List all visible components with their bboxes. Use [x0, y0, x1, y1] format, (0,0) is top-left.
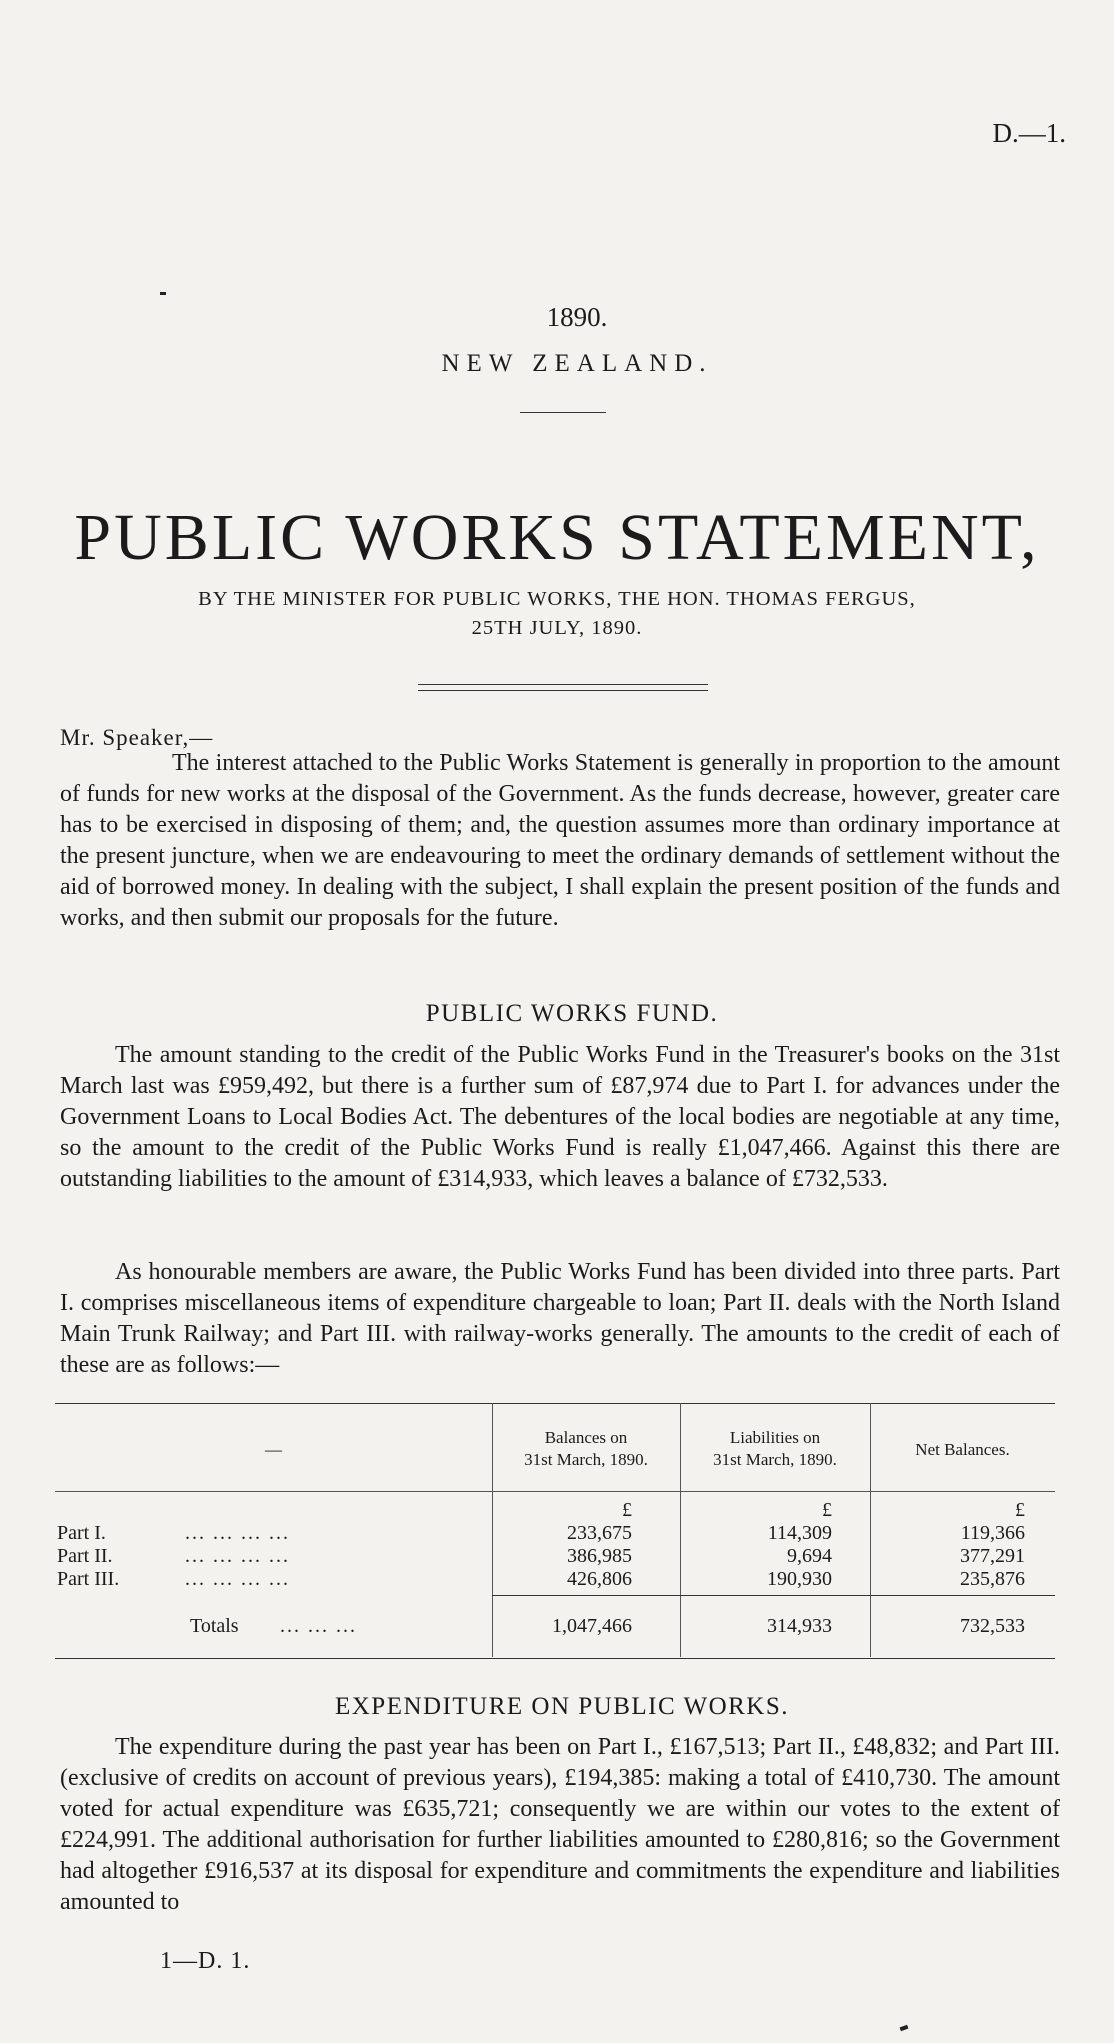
page-footer-reference: 1—D. 1. — [160, 1948, 251, 1974]
column-header-blank: — — [265, 1440, 282, 1459]
liability-value: 9,694 — [787, 1545, 832, 1567]
net-value: 119,366 — [960, 1522, 1025, 1544]
total-liability: 314,933 — [767, 1615, 832, 1637]
leader-dots: ... ... ... — [280, 1615, 357, 1637]
row-label: Part II. — [57, 1545, 113, 1567]
print-speck — [160, 292, 166, 295]
section-heading-fund: PUBLIC WORKS FUND. — [425, 1000, 719, 1027]
double-rule-top — [418, 684, 708, 685]
balance-value: 386,985 — [567, 1545, 632, 1567]
sum-rule — [492, 1595, 680, 1596]
document-title: PUBLIC WORKS STATEMENT, — [74, 501, 1040, 574]
currency-symbol: £ — [1015, 1499, 1025, 1521]
liability-value: 114,309 — [767, 1522, 832, 1544]
intro-paragraph: The interest attached to the Public Works Statement is generally in proportion to the amount of funds for new works at the disposal of the Government. As the funds decrease, however, greater care has to be exercised in disposing of them; and, the question assumes more than ordinary importance at the present juncture, when we are endeavouring to meet the ordinary demands of settlement without the aid of borrowed money. In dealing with the subject, I shall explain the present position of the funds and works, and then submit our proposals for the future. — [60, 750, 1060, 931]
row-label: Part III. — [57, 1568, 120, 1590]
leader-dots: ... ... ... ... — [185, 1522, 290, 1544]
sum-rule — [870, 1595, 1055, 1596]
net-value: 377,291 — [960, 1545, 1025, 1567]
column-header-liabilities-line-2: 31st March, 1890. — [713, 1450, 837, 1469]
print-speck — [900, 2025, 909, 2031]
section-heading-expenditure: EXPENDITURE ON PUBLIC WORKS. — [334, 1693, 790, 1720]
sum-rule — [680, 1595, 870, 1596]
balance-value: 233,675 — [567, 1522, 632, 1544]
double-rule-bottom — [418, 690, 708, 691]
column-header-balances-line-1: Balances on — [544, 1428, 628, 1447]
year: 1890. — [546, 302, 608, 332]
byline — [0, 585, 1114, 643]
table-bottom-rule — [55, 1658, 1055, 1659]
column-header-liabilities-line-1: Liabilities on — [729, 1428, 821, 1447]
total-net: 732,533 — [960, 1615, 1025, 1637]
column-header-net-balances: Net Balances. — [915, 1440, 1010, 1459]
table-top-rule — [55, 1403, 1055, 1404]
currency-symbol: £ — [622, 1499, 632, 1521]
salutation: Mr. Speaker,— — [60, 725, 214, 750]
byline-line-2: 25TH JULY, 1890. — [471, 617, 643, 639]
fund-paragraph-2: As honourable members are aware, the Public Works Fund has been divided into three parts. Part I. comprises miscellaneous items of expenditure chargeable to loan; Part II. deals with the North Island Main Trunk Railway; and Part III. with railway-works generally. The amounts to the credit of each of these are as follows:— — [60, 1259, 1060, 1378]
leader-dots: ... ... ... ... — [185, 1545, 290, 1567]
country: NEW ZEALAND. — [441, 350, 713, 377]
liability-value: 190,930 — [767, 1568, 832, 1590]
column-header-balances — [492, 1427, 680, 1471]
balance-value: 426,806 — [567, 1568, 632, 1590]
column-header-balances-line-2: 31st March, 1890. — [524, 1450, 648, 1469]
net-value: 235,876 — [960, 1568, 1025, 1590]
currency-symbol: £ — [822, 1499, 832, 1521]
table-header-rule — [55, 1491, 1055, 1492]
row-label: Part I. — [57, 1522, 106, 1544]
column-header-liabilities — [680, 1427, 870, 1471]
divider — [520, 412, 606, 413]
expenditure-paragraph: The expenditure during the past year has been on Part I., £167,513; Part II., £48,832; and Part III. (exclusive of credits on account of previous years), £194,385: making a total of £410,730. The amount voted for actual expenditure was £635,721; consequently we are within our votes to the extent of £224,991. The additional authorisation for further liabilities amounted to £280,816; so the Government had altogether £916,537 at its disposal for expenditure and commitments the expenditure and liabilities amounted to — [60, 1734, 1060, 1915]
leader-dots: ... ... ... ... — [185, 1568, 290, 1590]
page-reference: D.—1. — [992, 118, 1066, 148]
byline-line-1: BY THE MINISTER FOR PUBLIC WORKS, THE HON. THOMAS FERGUS, — [198, 588, 916, 610]
totals-label: Totals — [190, 1615, 239, 1637]
fund-paragraph-1: The amount standing to the credit of the Public Works Fund in the Treasurer's books on the 31st March last was £959,492, but there is a further sum of £87,974 due to Part I. for advances under the Government Loans to Local Bodies Act. The debentures of the local bodies are negotiable at any time, so the amount to the credit of the Public Works Fund is really £1,047,466. Against this there are outstanding liabilities to the amount of £314,933, which leaves a balance of £732,533. — [60, 1042, 1060, 1192]
total-balance: 1,047,466 — [552, 1615, 632, 1637]
